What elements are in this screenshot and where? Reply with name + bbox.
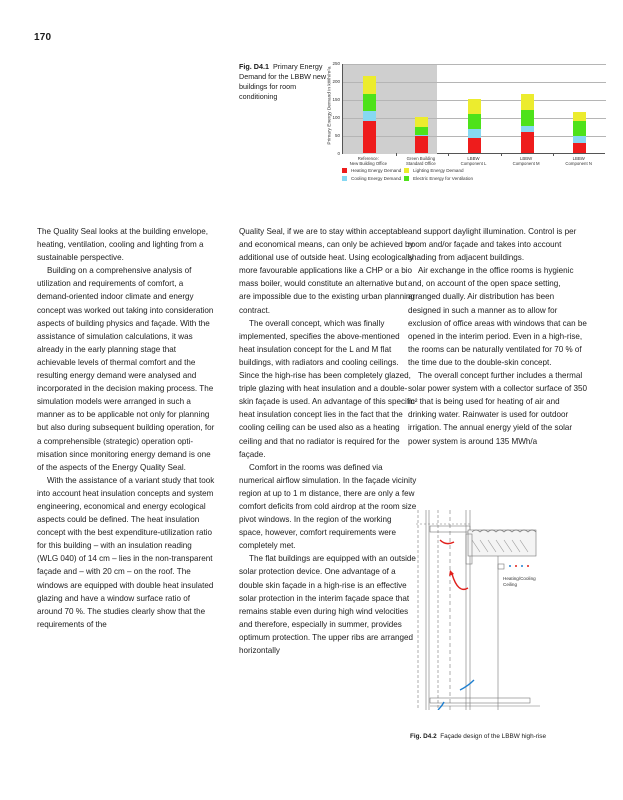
- chart-bar-segment: [363, 76, 376, 94]
- facade-section-drawing: [410, 510, 540, 710]
- paragraph: With the assistance of a variant study that took into account heat insulation concepts and system engineering, economical and energy ecological aspects could be defined. The heat insulation concept with the best expenditure-utilization ratio for this building – with an insulation reading (WLG 040) of 14 cm – lies in the non-transparent façade and – with 20 cm – on the roof. The windows are equipped with double heat insulated glazing and have a window surface ratio of around 70 %. The studies clearly show that the requirements of the: [37, 475, 215, 629]
- chart-bar: [363, 76, 376, 153]
- chart-bar-segment: [573, 121, 586, 136]
- chart-bar: [573, 112, 586, 153]
- figure-caption-text: Primary Energy Demand for the LBBW new buildings for room conditioning: [239, 62, 327, 101]
- legend-swatch-icon: [342, 176, 347, 181]
- page-number: 170: [34, 32, 52, 43]
- facade-drawing-icon: [410, 510, 540, 710]
- chart-bar-segment: [415, 136, 428, 153]
- text-column-2: [239, 225, 417, 657]
- paragraph: The Quality Seal looks at the building envelope, heating, ventilation, cooling and lighting from a sustainable perspective.: [37, 227, 208, 263]
- chart-bar-segment: [468, 114, 481, 128]
- chart-bar-segment: [415, 127, 428, 135]
- chart-x-label: Reference: New Building Office: [349, 156, 387, 166]
- figure-caption-text: Façade design of the LBBW high-rise: [440, 733, 547, 740]
- chart-bar-segment: [573, 143, 586, 153]
- text-column-3: [408, 225, 588, 448]
- paragraph: The overall concept further includes a thermal solar power system with a collector surface of 350 m² that is being used for heating of air and drinking water. Rainwater is used for outdoor irrigation. The annual energy yield of the solar power system is around 135 MWh/a: [408, 371, 588, 446]
- paragraph: The flat buildings are equipped with an outside solar protection device. One advantage of a double skin façade in a high-rise is an effective solar protection in the interim façade space that remains stable even during high wind velocities and therefore, especially in summer, provides optimum protection. The upper ribs are arranged horizontally: [239, 554, 416, 655]
- text-column-1: [37, 225, 215, 631]
- chart-bar: [468, 99, 481, 153]
- chart-y-tick: 0: [337, 151, 340, 156]
- paragraph: and support daylight illumination. Control is per room and/or façade and takes into account shading from adjacent buildings.: [408, 227, 577, 263]
- energy-demand-chart: [318, 55, 623, 195]
- chart-x-label: Green Building Standard Office: [406, 156, 436, 166]
- chart-bar-segment: [521, 132, 534, 153]
- chart-bar: [521, 94, 534, 153]
- paragraph: Building on a comprehensive analysis of utilization and requirements of comfort, a demand-oriented indoor climate and energy concept was worked out taking into consideration aspects of building physics and façade. With the assistance of simulation calculations, it was already in the early planning stage that achievable levels of thermal comfort and the resulting energy demand were analysed and incorporated in the decision making process. The simulation models were arranged in such a manner as to be applicable not only for planning but also during subsequent building operation, for a comprehensible (strategic) operation optimisation since monitoring energy demand is one of the aspects of the Energy Quality Seal.: [37, 266, 215, 472]
- chart-x-label: LBBW Component M: [512, 156, 540, 166]
- heating-cooling-ceiling-label: Heating/Cooling Ceiling: [503, 576, 536, 587]
- figure-label: Fig. D4.2: [410, 733, 437, 740]
- legend-swatch-icon: [342, 168, 347, 173]
- chart-bar-segment: [363, 111, 376, 121]
- paragraph: Air exchange in the office rooms is hygienic and, on account of the open space setting, arranged dually. Air distribution has been designed in such a manner as to allow for exclusion of office areas with windows that can be opened in the interim period. Even in a high-rise, the rooms can be naturally ventilated for 70 % of the time due to the double-skin concept.: [408, 266, 587, 367]
- legend-swatch-icon: [404, 176, 409, 181]
- chart-x-label: LBBW Component N: [565, 156, 592, 166]
- chart-bar-segment: [468, 99, 481, 114]
- legend-label: Electric Energy for Ventilation: [413, 176, 474, 181]
- chart-bar-segment: [573, 136, 586, 143]
- chart-bar-segment: [521, 110, 534, 126]
- chart-bar-segment: [363, 121, 376, 153]
- chart-bar-segment: [468, 138, 481, 153]
- chart-bar-segment: [415, 117, 428, 126]
- chart-y-tick: 100: [332, 115, 340, 120]
- chart-y-tick: 200: [332, 79, 340, 84]
- chart-y-tick: 150: [332, 97, 340, 102]
- figure-label: Fig. D4.1: [239, 62, 269, 71]
- chart-bar: [415, 117, 428, 153]
- chart-gridline: [343, 64, 606, 65]
- chart-bar-segment: [468, 129, 481, 138]
- chart-bar-segment: [363, 94, 376, 111]
- legend-swatch-icon: [404, 168, 409, 173]
- chart-bar-segment: [573, 112, 586, 121]
- chart-y-axis-label: Primary Energy Demand in kWh/m²a: [327, 66, 333, 145]
- chart-bar-segment: [521, 94, 534, 111]
- paragraph: Quality Seal, if we are to stay within acceptable and economical means, can only be achieved by additional use of outside heat. Using ecologically more favourable applications like a CHP or a bio mass boiler, would constitute an alternative but are impossible due to the existing urban planning contract.: [239, 227, 415, 315]
- figure-caption: [239, 62, 327, 102]
- chart-legend-item: [342, 168, 401, 173]
- legend-label: Cooling Energy Demand: [351, 176, 402, 181]
- chart-x-label: LBBW Component L: [460, 156, 487, 166]
- chart-y-tick: 50: [334, 133, 340, 138]
- chart-y-tick: 250: [332, 61, 340, 66]
- paragraph: The overall concept, which was finally implemented, specifies the above-mentioned heat insulation concept for the L and M flat buildings, with radiators and cooling ceilings. Since the high-rise has been completely glazed, triple glazing with heat insulation and a double-skin façade is used. An advantage of this specific heat insulation concept lies in the fact that the cooling ceiling can be used also as a heating ceiling and that no radiator is required for the façade.: [239, 318, 415, 459]
- chart-plot-area: [342, 64, 605, 154]
- paragraph: Comfort in the rooms was defined via numerical airflow simulation. In the façade vicinity region at up to 1 m distance, there are only a few comfort deficits from cold airdrop at the room size pivot windows. In the region of the working space, however, comfort requirements were completely met.: [239, 462, 417, 551]
- figure-caption: [410, 733, 546, 740]
- chart-gridline: [343, 82, 606, 83]
- chart-legend-item: [404, 176, 473, 181]
- legend-label: Heating Energy Demand: [351, 168, 402, 173]
- chart-legend-item: [342, 176, 401, 181]
- legend-label: Lighting Energy Demand: [413, 168, 464, 173]
- chart-legend-item: [404, 168, 464, 173]
